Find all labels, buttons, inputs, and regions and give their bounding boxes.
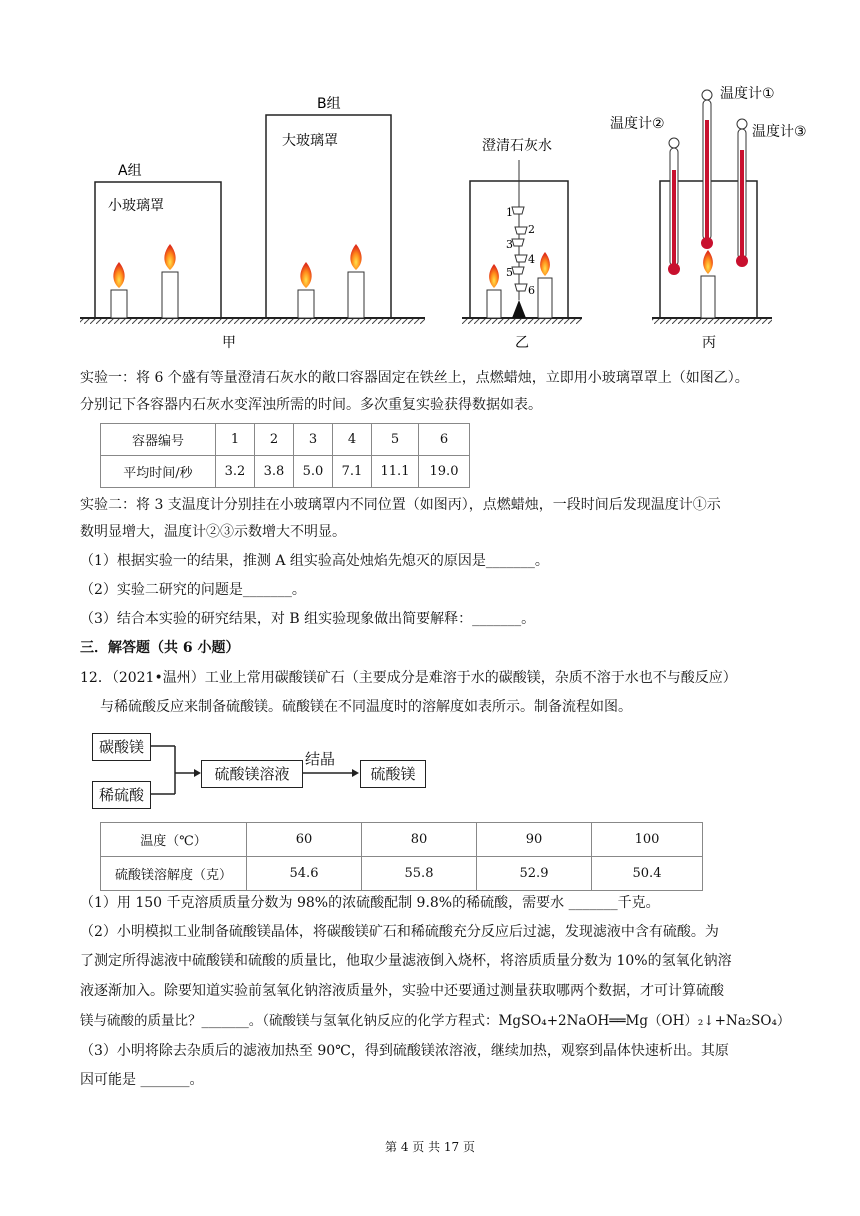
q11-sub2: （2）实验二研究的问题是_______。 bbox=[80, 582, 306, 598]
q12-sub2-line3: 液逐渐加入。除要知道实验前氢氧化钠溶液质量外，实验中还要通过测量获取哪两个数据，才可计算硫酸 bbox=[80, 983, 724, 999]
flow-box-dilute-sulfuric-acid: 稀硫酸 bbox=[92, 781, 151, 809]
table-cell: 11.1 bbox=[372, 456, 419, 488]
table-cell: 54.6 bbox=[247, 857, 362, 891]
exp2-line2: 数明显增大，温度计②③示数增大不明显。 bbox=[80, 524, 346, 540]
table-cell: 3 bbox=[294, 424, 333, 456]
table-cell: 5 bbox=[372, 424, 419, 456]
q12-sub2-line4: 镁与硫酸的质量比？_______。（硫酸镁与氢氧化钠反应的化学方程式：MgSO₄+2NaOH══Mg（OH）₂↓+Na₂SO₄） bbox=[80, 1013, 791, 1029]
q12-line1: 12．（2021•温州）工业上常用碳酸镁矿石（主要成分是难溶于水的碳酸镁，杂质不溶于水也不与酸反应） bbox=[80, 670, 737, 686]
small-jar-label: 小玻璃罩 bbox=[108, 198, 164, 214]
table-cell: 2 bbox=[255, 424, 294, 456]
container-num-2: 2 bbox=[528, 223, 535, 236]
thermometer-1 bbox=[701, 90, 713, 249]
table-cell: 5.0 bbox=[294, 456, 333, 488]
table-cell: 1 bbox=[216, 424, 255, 456]
table-cell: 55.8 bbox=[362, 857, 477, 891]
time-table bbox=[100, 423, 470, 488]
table-cell: 硫酸镁溶解度（克） bbox=[101, 857, 247, 891]
table-cell: 4 bbox=[333, 424, 372, 456]
exp1-line1: 实验一：将 6 个盛有等量澄清石灰水的敞口容器固定在铁丝上，点燃蜡烛，立即用小玻璃罩罩上（如图乙）。 bbox=[80, 370, 749, 386]
container-num-5: 5 bbox=[506, 266, 513, 279]
table-row bbox=[101, 823, 703, 857]
container-num-4: 4 bbox=[528, 253, 535, 266]
table-row bbox=[101, 456, 470, 488]
ground-jia bbox=[80, 318, 425, 324]
exp2-line1: 实验二：将 3 支温度计分别挂在小玻璃罩内不同位置（如图丙），点燃蜡烛，一段时间后发现温度计①示 bbox=[80, 497, 721, 513]
thermometer-3-label: 温度计③ bbox=[752, 124, 807, 140]
q11-sub3: （3）结合本实验的研究结果，对 B 组实验现象做出简要解释：_______。 bbox=[80, 611, 536, 627]
table-cell: 6 bbox=[419, 424, 470, 456]
big-jar-label: 大玻璃罩 bbox=[282, 133, 338, 149]
flow-box-magnesium-sulfate: 硫酸镁 bbox=[360, 760, 426, 788]
container-num-3: 3 bbox=[506, 238, 513, 251]
caption-jia: 甲 bbox=[222, 335, 236, 351]
experiment-figure bbox=[0, 0, 860, 360]
thermometer-2 bbox=[668, 138, 680, 275]
stand-base bbox=[512, 300, 526, 318]
candle-a-short bbox=[111, 262, 127, 318]
flow-box-magnesium-carbonate: 碳酸镁 bbox=[92, 733, 151, 761]
caption-yi: 乙 bbox=[515, 335, 529, 351]
ground-yi bbox=[462, 318, 582, 324]
limewater-containers bbox=[506, 206, 535, 297]
exp1-line2: 分别记下各容器内石灰水变浑浊所需的时间。多次重复实验获得数据如表。 bbox=[80, 397, 542, 413]
q12-sub3-line2: 因可能是 _______。 bbox=[80, 1072, 204, 1088]
table-row bbox=[101, 424, 470, 456]
table-cell: 温度（℃） bbox=[101, 823, 247, 857]
solubility-table bbox=[100, 822, 703, 891]
caption-bing: 丙 bbox=[702, 335, 716, 351]
table-cell: 80 bbox=[362, 823, 477, 857]
group-a-label: A组 bbox=[118, 163, 142, 179]
table-row bbox=[101, 857, 703, 891]
table-cell: 平均时间/秒 bbox=[101, 456, 216, 488]
candle-b-tall bbox=[348, 244, 364, 318]
flow-box-magnesium-sulfate-solution: 硫酸镁溶液 bbox=[201, 760, 303, 788]
group-b-label: B组 bbox=[317, 96, 341, 112]
thermometer-3 bbox=[736, 119, 748, 267]
flow-arrow-label: 结晶 bbox=[305, 750, 336, 768]
table-cell: 7.1 bbox=[333, 456, 372, 488]
table-cell: 52.9 bbox=[477, 857, 592, 891]
table-cell: 90 bbox=[477, 823, 592, 857]
candle-a-tall bbox=[162, 244, 178, 318]
table-cell: 3.8 bbox=[255, 456, 294, 488]
page-footer: 第 4 页 共 17 页 bbox=[385, 1140, 475, 1154]
thermometer-1-label: 温度计① bbox=[720, 86, 775, 102]
table-cell: 19.0 bbox=[419, 456, 470, 488]
q12-sub2-line2: 了测定所得滤液中硫酸镁和硫酸的质量比，他取少量滤液倒入烧杯，将溶质质量分数为 10%的氢氧化钠溶 bbox=[80, 953, 732, 969]
candle-b-short bbox=[298, 262, 314, 318]
candle-bing bbox=[701, 250, 715, 318]
table-cell: 容器编号 bbox=[101, 424, 216, 456]
table-cell: 60 bbox=[247, 823, 362, 857]
q12-sub3-line1: （3）小明将除去杂质后的滤液加热至 90℃，得到硫酸镁浓溶液，继续加热，观察到晶体快速析出。其原 bbox=[80, 1043, 729, 1059]
section-heading: 三．解答题（共 6 小题） bbox=[80, 640, 240, 656]
candle-yi-tall bbox=[538, 252, 552, 318]
container-num-1: 1 bbox=[506, 206, 513, 219]
thermometer-2-label: 温度计② bbox=[610, 116, 665, 132]
q12-sub2-line1: （2）小明模拟工业制备硫酸镁晶体，将碳酸镁矿石和稀硫酸充分反应后过滤，发现滤液中含有硫酸。为 bbox=[80, 924, 719, 940]
table-cell: 100 bbox=[592, 823, 703, 857]
limewater-label: 澄清石灰水 bbox=[482, 138, 552, 154]
q12-sub1: （1）用 150 千克溶质质量分数为 98%的浓硫酸配制 9.8%的稀硫酸，需要水 _______千克。 bbox=[80, 895, 660, 911]
container-num-6: 6 bbox=[528, 284, 535, 297]
ground-bing bbox=[652, 318, 772, 324]
table-cell: 3.2 bbox=[216, 456, 255, 488]
q11-sub1: （1）根据实验一的结果，推测 A 组实验高处烛焰先熄灭的原因是_______。 bbox=[80, 553, 549, 569]
candle-yi-short bbox=[487, 264, 501, 318]
table-cell: 50.4 bbox=[592, 857, 703, 891]
q12-line2: 与稀硫酸反应来制备硫酸镁。硫酸镁在不同温度时的溶解度如表所示。制备流程如图。 bbox=[100, 699, 632, 715]
